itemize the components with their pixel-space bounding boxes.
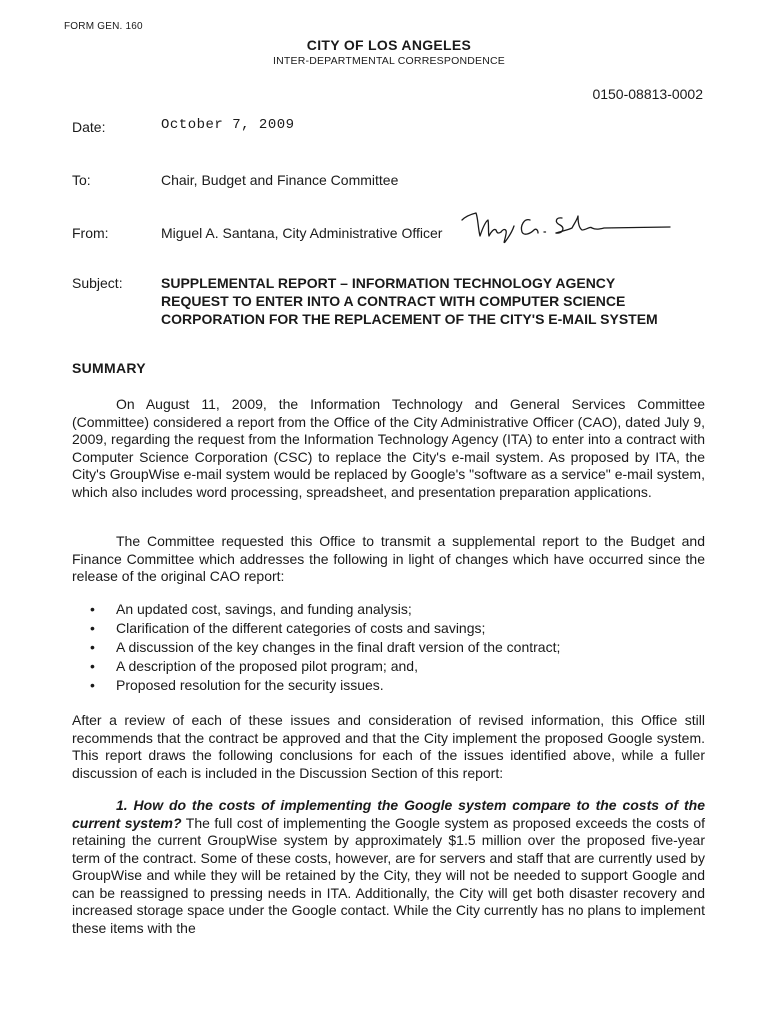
subject-line-1: SUPPLEMENTAL REPORT – INFORMATION TECHNOLOGY AGENCY: [161, 275, 616, 291]
to-label: To:: [72, 172, 91, 188]
list-item: • An updated cost, savings, and funding analysis;: [90, 601, 412, 617]
issue-list: [90, 600, 690, 695]
list-item: • A description of the proposed pilot program; and,: [90, 658, 418, 674]
summary-paragraph-3: After a review of each of these issues and consideration of revised information, this Office still recommends that the contract be approved and that the City implement the proposed Google system. This report draws the following conclusions for each of the issues identified above, while a fuller discussion of each is included in the Discussion Section of this report:: [72, 712, 705, 781]
question-1-label: 1. How do the costs of implementing the Google system compare to the costs of the current system?: [72, 797, 705, 831]
bullet-icon: •: [90, 620, 95, 636]
date-value: October 7, 2009: [161, 117, 295, 133]
bullet-icon: •: [90, 639, 95, 655]
summary-paragraph-1: On August 11, 2009, the Information Technology and General Services Committee (Committee) considered a report from the Office of the City Administrative Officer (CAO), dated July 9, 2009, regarding the request from the Information Technology Agency (ITA) to enter into a contract with Computer Science Corporation (CSC) to replace the City's e-mail system. As proposed by ITA, the City's GroupWise e-mail system would be replaced by Google's "software as a service" e-mail system, which also includes word processing, spreadsheet, and presentation preparation applications.: [72, 396, 705, 500]
signature: [458, 208, 678, 253]
correspondence-type: INTER-DEPARTMENTAL CORRESPONDENCE: [273, 55, 505, 67]
to-value: Chair, Budget and Finance Committee: [161, 172, 399, 188]
summary-paragraph-2: The Committee requested this Office to transmit a supplemental report to the Budget and Finance Committee which addresses the following in light of changes which have occurred since the release of the original CAO report:: [72, 533, 705, 584]
list-item: • Proposed resolution for the security issues.: [90, 677, 384, 693]
subject-line-2: REQUEST TO ENTER INTO A CONTRACT WITH COMPUTER SCIENCE: [161, 293, 626, 309]
city-title: CITY OF LOS ANGELES: [306, 37, 472, 53]
subject-label: Subject:: [72, 275, 123, 291]
document-number: 0150-08813-0002: [592, 86, 703, 102]
subject-line-3: CORPORATION FOR THE REPLACEMENT OF THE CITY'S E-MAIL SYSTEM: [161, 311, 658, 327]
bullet-icon: •: [90, 677, 95, 693]
question-1-text: The full cost of implementing the Google system as proposed exceeds the costs of retaining the current GroupWise system by approximately $1.5 million over the proposed five-year term of the contract. Some of these costs, however, are for servers and staff that are currently used by GroupWise and while they will be retained by the City, they will not be needed to support Google and can be reassigned to pressing needs in ITA. Additionally, the City will get both disaster recovery and increased storage space under the Google contact. While the City currently has no plans to implement these items with the: [72, 814, 705, 936]
bullet-icon: •: [90, 601, 95, 617]
from-value: Miguel A. Santana, City Administrative Officer: [161, 225, 443, 241]
summary-heading: SUMMARY: [72, 360, 146, 376]
bullet-icon: •: [90, 658, 95, 674]
list-item: • Clarification of the different categories of costs and savings;: [90, 620, 486, 636]
from-label: From:: [72, 225, 109, 241]
question-1-paragraph: [72, 797, 705, 937]
form-id: FORM GEN. 160: [64, 21, 143, 32]
subject-text: [161, 274, 705, 328]
list-item: • A discussion of the key changes in the final draft version of the contract;: [90, 639, 561, 655]
date-label: Date:: [72, 119, 106, 135]
